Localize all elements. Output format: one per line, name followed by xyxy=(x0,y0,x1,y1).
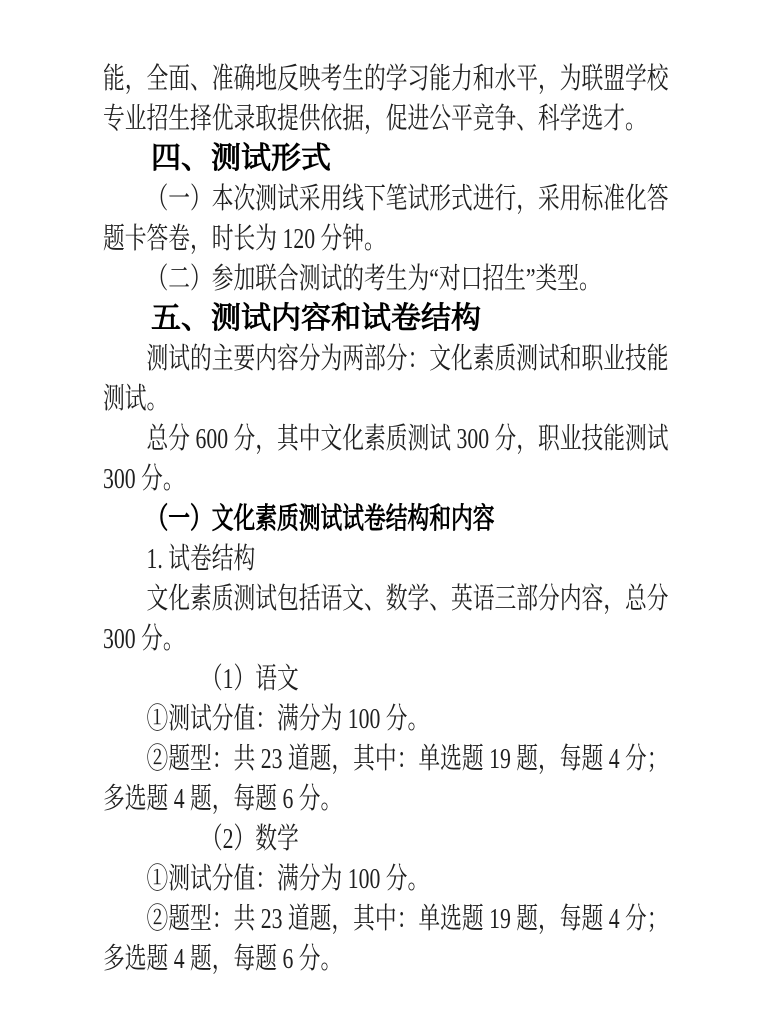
paragraph-line xyxy=(103,59,776,99)
paragraph-line xyxy=(103,259,776,299)
paragraph-line xyxy=(103,179,776,219)
paragraph-line xyxy=(103,539,776,579)
paragraph-line xyxy=(103,899,776,939)
text-line-content: 四、测试形式 xyxy=(151,142,331,175)
text-line-content: ②题型：共 23 道题，其中：单选题 19 题，每题 4 分； xyxy=(146,903,669,935)
text-line-content: 300 分。 xyxy=(103,463,185,495)
text-line-content: 题卡答卷，时长为 120 分钟。 xyxy=(103,223,386,255)
text-line-content: 总分 600 分，其中文化素质测试 300 分，职业技能测试 xyxy=(146,423,669,455)
paragraph-line xyxy=(103,779,776,819)
text-line-content: ①测试分值：满分为 100 分。 xyxy=(146,703,430,735)
paragraph-line xyxy=(103,659,776,699)
paragraph-line xyxy=(103,99,776,139)
text-line-content: ①测试分值：满分为 100 分。 xyxy=(146,863,430,895)
text-line-content: ②题型：共 23 道题，其中：单选题 19 题，每题 4 分； xyxy=(146,743,669,775)
text-line-content: 测试的主要内容分为两部分：文化素质测试和职业技能 xyxy=(146,343,669,375)
text-line-content: 300 分。 xyxy=(103,623,185,655)
document-body xyxy=(103,59,776,979)
text-line-content: 测试。 xyxy=(103,383,169,415)
paragraph-line xyxy=(103,939,776,979)
paragraph-line xyxy=(103,379,776,419)
text-line-content: 1. 试卷结构 xyxy=(146,543,256,575)
paragraph-line xyxy=(103,579,776,619)
paragraph-line xyxy=(103,739,776,779)
text-line-content: （1）语文 xyxy=(200,663,299,695)
text-line-content: 五、测试内容和试卷结构 xyxy=(151,302,481,335)
text-line-content: （二）参加联合测试的考生为“对口招生”类型。 xyxy=(146,263,601,295)
text-line-content: 文化素质测试包括语文、数学、英语三部分内容，总分 xyxy=(146,583,669,615)
paragraph-line xyxy=(103,859,776,899)
text-line-content: 专业招生择优录取提供依据，促进公平竞争、科学选才。 xyxy=(103,103,647,135)
paragraph-line xyxy=(103,459,776,499)
text-line-content: 能，全面、准确地反映考生的学习能力和水平，为联盟学校 xyxy=(103,63,669,95)
paragraph-line xyxy=(103,819,776,859)
paragraph-line xyxy=(103,699,776,739)
subsection-heading xyxy=(103,499,776,539)
text-line-content: （一）本次测试采用线下笔试形式进行，采用标准化答 xyxy=(146,183,669,215)
text-line-content: 多选题 4 题，每题 6 分。 xyxy=(103,783,343,815)
section-heading xyxy=(103,139,776,179)
paragraph-line xyxy=(103,619,776,659)
text-line-content: （一）文化素质测试试卷结构和内容 xyxy=(146,503,495,535)
paragraph-line xyxy=(103,219,776,259)
text-line-content: 多选题 4 题，每题 6 分。 xyxy=(103,943,343,975)
paragraph-line xyxy=(103,419,776,459)
paragraph-line xyxy=(103,339,776,379)
section-heading xyxy=(103,299,776,339)
text-line-content: （2）数学 xyxy=(200,823,299,855)
